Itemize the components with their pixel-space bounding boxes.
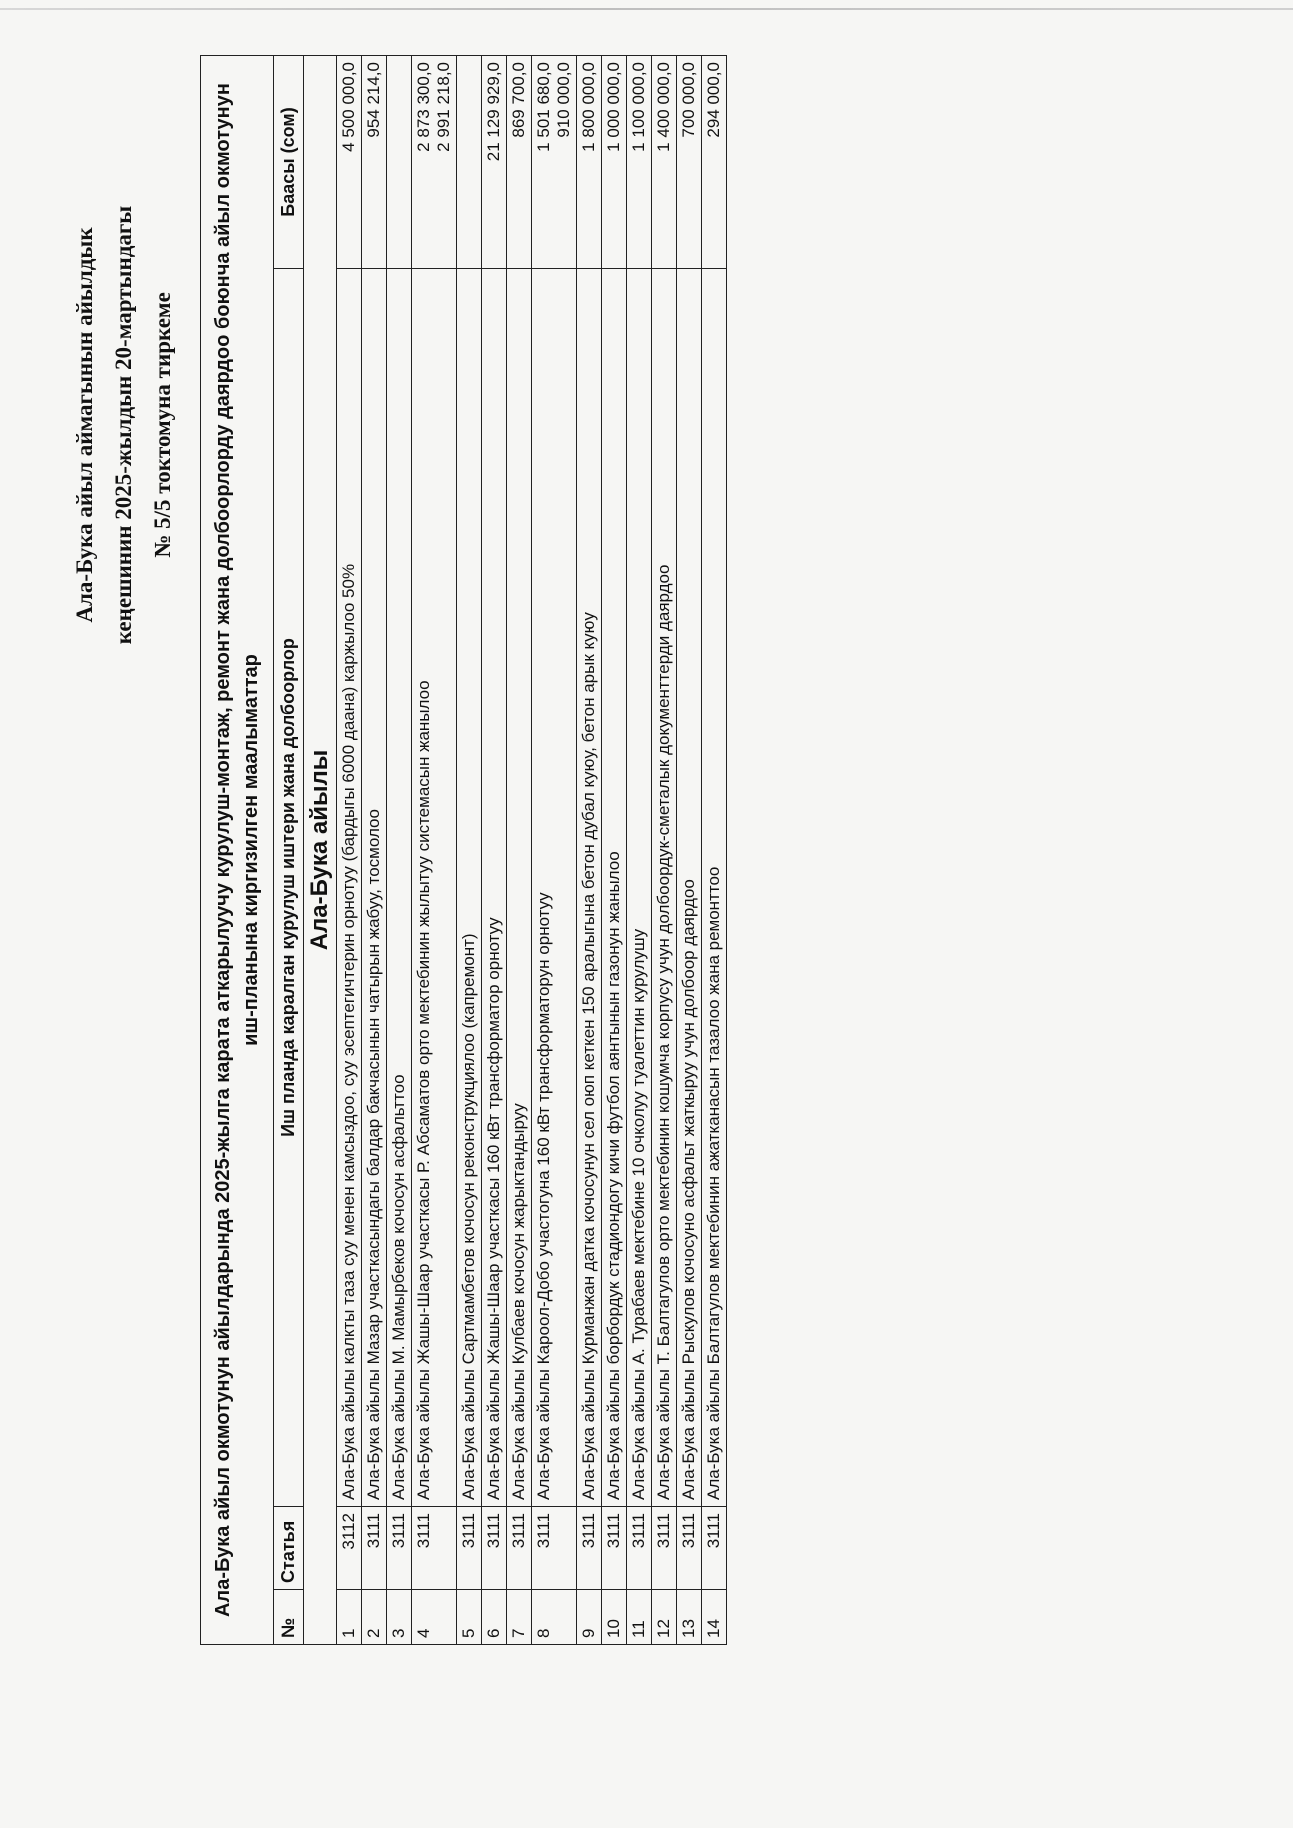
header-work: Иш планда каралган курулуш иштери жана долбоорлор: [274, 269, 304, 1507]
row-number: 1: [337, 1590, 362, 1645]
table-row: [482, 56, 507, 1645]
table-row: [602, 56, 627, 1645]
document-sheet: [25, 35, 1255, 1775]
row-number: 14: [702, 1590, 727, 1645]
row-work-description: Ала-Бука айылы Рыскулов кочосуно асфальт жаткыруу учун долбоор даярдоо: [677, 269, 702, 1507]
row-article-code: 3111: [457, 1507, 482, 1590]
table-row: [387, 56, 412, 1645]
row-article-code: 3111: [652, 1507, 677, 1590]
row-work-description: Ала-Бука айылы Сартмамбетов кочосун реконструкциялоо (капремонт): [457, 269, 482, 1507]
approval-line-3: № 5/5 токтомуна тиркеме: [150, 292, 175, 558]
approval-line-1: Ала-Бука айыл аймагынын айылдык: [72, 227, 97, 623]
row-work-description: Ала-Бука айылы Балтагулов мектебинин ажатканасын тазалоо жана ремонттоо: [702, 269, 727, 1507]
row-number: 9: [577, 1590, 602, 1645]
row-work-description: Ала-Бука айылы Кароол-Добо участогуна 160 кВт трансформаторун орнотуу: [532, 269, 577, 1507]
row-article-code: 3112: [337, 1507, 362, 1590]
row-amount: 1 800 000,0: [577, 56, 602, 269]
row-amount: 294 000,0: [702, 56, 727, 269]
village-row: [304, 56, 337, 1645]
row-work-description: Ала-Бука айылы калкты таза суу менен камсыздоо, суу эсептегичтерин орнотуу (бардыгы 6000 даана) каржылоо 50%: [337, 269, 362, 1507]
table-row: [652, 56, 677, 1645]
row-article-code: 3111: [602, 1507, 627, 1590]
row-article-code: 3111: [532, 1507, 577, 1590]
row-article-code: 3111: [507, 1507, 532, 1590]
row-amount: [457, 56, 482, 269]
row-article-code: 3111: [702, 1507, 727, 1590]
row-amount: 700 000,0: [677, 56, 702, 269]
row-amount: 954 214,0: [362, 56, 387, 269]
approval-line-2: кеңешинин 2025-жылдын 20-мартындагы: [111, 205, 136, 645]
row-article-code: 3111: [387, 1507, 412, 1590]
row-work-description: Ала-Бука айылы Т. Балтагулов орто мектебинин кошумча корпусу учун долбоордук-сметалык документтерди даярдоо: [652, 269, 677, 1507]
row-article-code: 3111: [482, 1507, 507, 1590]
row-work-description: Ала-Бука айылы Кулбаев кочосун жарыктандыруу: [507, 269, 532, 1507]
title-row: [201, 56, 274, 1645]
row-number: 8: [532, 1590, 577, 1645]
table-row: [627, 56, 652, 1645]
row-amount: [387, 56, 412, 269]
row-amount: 21 129 929,0: [482, 56, 507, 269]
table-row: [412, 56, 457, 1645]
row-article-code: 3111: [577, 1507, 602, 1590]
header-row: [274, 56, 304, 1645]
row-number: 3: [387, 1590, 412, 1645]
row-work-description: Ала-Бука айылы Мазар участкасындагы балдар бакчасынын чатырын жабуу, тосмолоо: [362, 269, 387, 1507]
table-title: Ала-Бука айыл окмотунун айылдарында 2025-жылга карата аткарылуучу курулуш-монтаж, ремонт жана долбоорлорду даярдоо боюнча айыл окмотунун иш-планына киргизилген маалыматтар: [201, 56, 274, 1645]
header-num: №: [274, 1590, 304, 1645]
table-row: [532, 56, 577, 1645]
approval-note: [65, 95, 182, 755]
row-number: 2: [362, 1590, 387, 1645]
village-name: Ала-Бука айылы: [304, 56, 337, 1645]
row-work-description: Ала-Бука айылы Курманжан датка кочосунун сел оюп кеткен 150 аралыгына бетон дубал куюу, бетон арык куюу: [577, 269, 602, 1507]
row-work-description: Ала-Бука айылы М. Мамырбеков кочосун асфальттоо: [387, 269, 412, 1507]
row-amount: 2 873 300,0 2 991 218,0: [412, 56, 457, 269]
row-work-description: Ала-Бука айылы Жашы-Шаар участкасы Р. Абсаматов орто мектебинин жылытуу системасын жанылоо: [412, 269, 457, 1507]
works-table: [200, 55, 727, 1645]
row-number: 10: [602, 1590, 627, 1645]
table-row: [337, 56, 362, 1645]
row-article-code: 3111: [627, 1507, 652, 1590]
row-amount: 869 700,0: [507, 56, 532, 269]
row-work-description: Ала-Бука айылы борбордук стадиондогу кичи футбол аянтынын газонун жанылоо: [602, 269, 627, 1507]
row-number: 4: [412, 1590, 457, 1645]
table-row: [507, 56, 532, 1645]
row-number: 5: [457, 1590, 482, 1645]
row-work-description: Ала-Бука айылы А. Турабаев мектебине 10 очколуу туалеттин курулушу: [627, 269, 652, 1507]
table-row: [362, 56, 387, 1645]
row-amount: 1 100 000,0: [627, 56, 652, 269]
row-work-description: Ала-Бука айылы Жашы-Шаар участкасы 160 кВт трансформатор орнотуу: [482, 269, 507, 1507]
row-amount: 1 400 000,0: [652, 56, 677, 269]
row-article-code: 3111: [412, 1507, 457, 1590]
table-row: [577, 56, 602, 1645]
row-number: 11: [627, 1590, 652, 1645]
row-amount: 1 000 000,0: [602, 56, 627, 269]
row-number: 13: [677, 1590, 702, 1645]
scan-top-edge: [0, 8, 1293, 10]
row-number: 6: [482, 1590, 507, 1645]
header-amount: Баасы (сом): [274, 56, 304, 269]
header-code: Статья: [274, 1507, 304, 1590]
row-article-code: 3111: [362, 1507, 387, 1590]
table-body: [337, 56, 727, 1645]
row-number: 12: [652, 1590, 677, 1645]
table-row: [702, 56, 727, 1645]
table-row: [457, 56, 482, 1645]
row-amount: 1 501 680,0 910 000,0: [532, 56, 577, 269]
row-number: 7: [507, 1590, 532, 1645]
row-amount: 4 500 000,0: [337, 56, 362, 269]
table-row: [677, 56, 702, 1645]
row-article-code: 3111: [677, 1507, 702, 1590]
